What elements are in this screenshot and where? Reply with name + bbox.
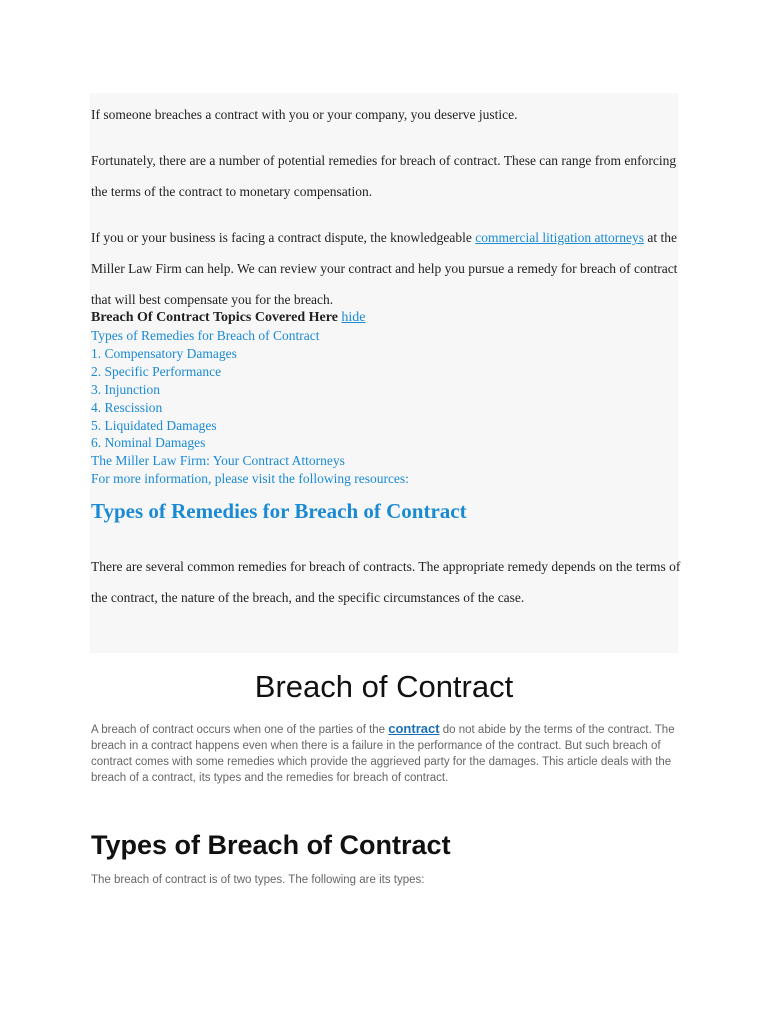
intro-paragraph-1: If someone breaches a contract with you or your company, you deserve justice. bbox=[91, 107, 518, 122]
article-paragraph-text-before: A breach of contract occurs when one of the parties of the bbox=[91, 724, 389, 736]
article-paragraph bbox=[91, 721, 681, 786]
toc-list bbox=[91, 327, 409, 488]
intro-paragraph-3 bbox=[91, 222, 681, 315]
intro-paragraph-3-text-before: If you or your business is facing a contract dispute, the knowledgeable bbox=[91, 230, 476, 245]
toc-title bbox=[91, 309, 366, 327]
toc-item-injunction[interactable]: 3. Injunction bbox=[91, 381, 160, 397]
toc-item-rescission[interactable]: 4. Rescission bbox=[91, 399, 163, 415]
toc-item-compensatory-damages[interactable]: 1. Compensatory Damages bbox=[91, 345, 237, 361]
remedies-paragraph: There are several common remedies for breach of contracts. The appropriate remedy depends on the terms of the contract, the nature of the breach, and the specific circumstances of the case. bbox=[91, 559, 681, 605]
intro-paragraph-2: Fortunately, there are a number of potential remedies for breach of contract. These can range from enforcing the terms of the contract to monetary compensation. bbox=[91, 153, 677, 199]
intro-paragraph-3-text-after: at the Miller Law Firm can help. We can review your contract and help you pursue a remedy for breach of contract that will best compensate you for the breach. bbox=[91, 230, 678, 307]
toc-item-liquidated-damages[interactable]: 5. Liquidated Damages bbox=[91, 417, 217, 433]
article-paragraph-text-after: do not abide by the terms of the contract. The breach in a contract happens even when there is a failure in the performance of the contract. But such breach of contract comes with some remedies which provide the aggrieved party for the damages. This article deals with the breach of a contract, its types and the remedies for breach of contract. bbox=[91, 724, 675, 784]
article-title: Breach of Contract bbox=[254, 669, 514, 704]
toc-title-text: Breach Of Contract Topics Covered Here bbox=[91, 310, 338, 325]
toc-item-remedies[interactable]: Types of Remedies for Breach of Contract bbox=[91, 328, 320, 343]
toc-item-more-information[interactable]: For more information, please visit the following resources: bbox=[91, 471, 409, 487]
types-intro-paragraph: The breach of contract is of two types. The following are its types: bbox=[91, 874, 425, 886]
types-of-breach-heading: Types of Breach of Contract bbox=[91, 830, 451, 860]
commercial-litigation-attorneys-link[interactable]: commercial litigation attorneys bbox=[475, 230, 644, 245]
toc-item-miller-law-firm[interactable]: The Miller Law Firm: Your Contract Attorneys bbox=[91, 453, 345, 469]
toc-item-nominal-damages[interactable]: 6. Nominal Damages bbox=[91, 435, 206, 451]
remedies-heading: Types of Remedies for Breach of Contract bbox=[91, 499, 467, 523]
contract-link[interactable]: contract bbox=[388, 721, 440, 736]
toc-hide-link[interactable]: hide bbox=[341, 310, 366, 325]
toc-item-specific-performance[interactable]: 2. Specific Performance bbox=[91, 363, 222, 379]
